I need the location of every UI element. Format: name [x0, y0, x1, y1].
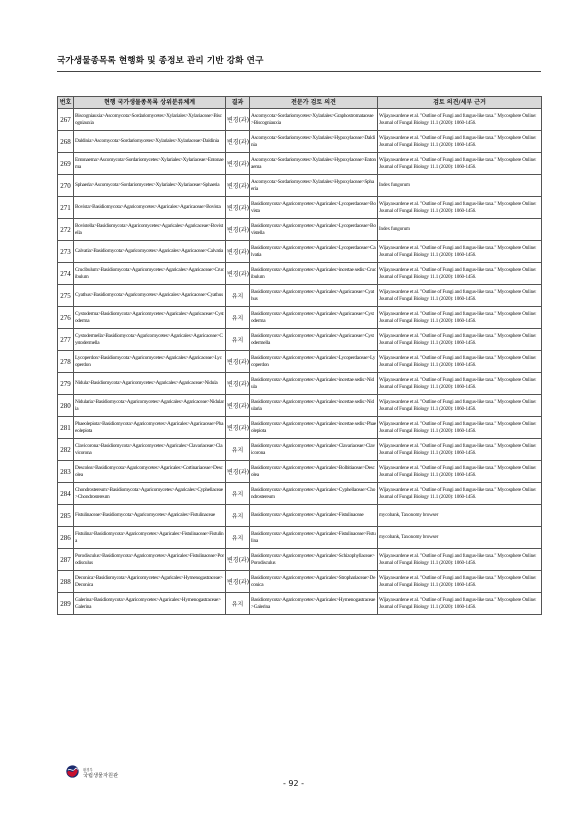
cell-expert-opinion: Basidiomycota>Agaricomycetes>Agaricales>Hymenogastraceae>Galerina — [250, 593, 378, 615]
table-row — [58, 395, 542, 417]
cell-current-classification: Crucibulum>Basidiomycota>Agaricomycetes>Agaricales>Agaricaceae>Crucibulum — [74, 263, 226, 285]
page-header-title: 국가생물종목록 현행화 및 종정보 관리 기반 강화 연구 — [57, 56, 264, 66]
cell-current-classification: Phaeolepiota>Basidiomycota>Agaricomycetes>Agaricales>Agaricaceae>Phaeolepiota — [74, 417, 226, 439]
column-header-expert-opinion: 전문가 검토 의견 — [250, 97, 378, 109]
cell-result: 변경(과) — [226, 417, 250, 439]
cell-review-basis: mycobank, Taxonomy browser — [378, 527, 542, 549]
cell-expert-opinion: Ascomycota>Sordariomycetes>Xylariales>Hypoxylaceae>Daldinia — [250, 131, 378, 153]
cell-result: 변경(과) — [226, 461, 250, 483]
cell-current-classification: Sphaeria>Ascomycota>Sordariomycetes>Xylariales>Xylariaceae>Sphaeria — [74, 175, 226, 197]
taxonomy-review-table — [57, 96, 542, 615]
cell-review-basis: Wijayawardene et al. "Outline of Fungi and fungus-like taxa." Mycosphere Online: Journal of Fungal Biology 11.1 (2020): 1060-1456. — [378, 373, 542, 395]
cell-result: 유지 — [226, 329, 250, 351]
cell-review-basis: Index fungorum — [378, 175, 542, 197]
cell-current-classification: Fistulina>Basidiomycota>Agaricomycetes>Agaricales>Fistulinaceae>Fistulina — [74, 527, 226, 549]
cell-number: 288 — [58, 571, 74, 593]
cell-number: 281 — [58, 417, 74, 439]
table-header-row — [58, 97, 542, 109]
cell-current-classification: Porodisculus>Basidiomycota>Agaricomycetes>Agaricales>Fistulinaceae>Porodisculus — [74, 549, 226, 571]
cell-result: 변경(과) — [226, 109, 250, 131]
cell-number: 272 — [58, 219, 74, 241]
cell-number: 275 — [58, 285, 74, 307]
table-row — [58, 549, 542, 571]
cell-number: 287 — [58, 549, 74, 571]
cell-current-classification: Chondrostereum>Basidiomycota>Agaricomycetes>Agaricales>Cyphellaceae>Chondrostereum — [74, 483, 226, 505]
cell-review-basis: Wijayawardene et al. "Outline of Fungi and fungus-like taxa." Mycosphere Online: Journal of Fungal Biology 11.1 (2020): 1060-1456. — [378, 307, 542, 329]
cell-number: 274 — [58, 263, 74, 285]
table-row — [58, 329, 542, 351]
cell-expert-opinion: Basidiomycota>Agaricomycetes>Agaricales>Schizophyllaceae>Porodisculus — [250, 549, 378, 571]
cell-expert-opinion: Basidiomycota>Agaricomycetes>Agaricales>Lycoperdaceae>Bovistella — [250, 219, 378, 241]
national-institute-logo-icon — [66, 765, 79, 778]
cell-result: 변경(과) — [226, 395, 250, 417]
cell-number: 280 — [58, 395, 74, 417]
cell-number: 268 — [58, 131, 74, 153]
cell-expert-opinion: Basidiomycota>Agaricomycetes>Agaricales>incertae sedis>Crucibulum — [250, 263, 378, 285]
table-row — [58, 417, 542, 439]
cell-review-basis: Wijayawardene et al. "Outline of Fungi and fungus-like taxa." Mycosphere Online: Journal of Fungal Biology 11.1 (2020): 1060-1456. — [378, 153, 542, 175]
cell-result: 변경(과) — [226, 219, 250, 241]
table-row — [58, 153, 542, 175]
cell-expert-opinion: Basidiomycota>Agaricomycetes>Agaricales>Bolbitiaceae>Descolea — [250, 461, 378, 483]
cell-number: 267 — [58, 109, 74, 131]
ministry-label: 환경부 — [83, 768, 93, 772]
table-row — [58, 109, 542, 131]
cell-current-classification: Nidularia>Basidiomycota>Agaricomycetes>Agaricales>Agaricaceae>Nidularia — [74, 395, 226, 417]
cell-review-basis: Wijayawardene et al. "Outline of Fungi and fungus-like taxa." Mycosphere Online: Journal of Fungal Biology 11.1 (2020): 1060-1456. — [378, 395, 542, 417]
cell-number: 282 — [58, 439, 74, 461]
cell-expert-opinion: Ascomycota>Sordariomycetes>Xylariales>Hypoxylaceae>Sphaeria — [250, 175, 378, 197]
cell-number: 276 — [58, 307, 74, 329]
cell-expert-opinion: Basidiomycota>Agaricomycetes>Agaricales>Clavariaceae>Clavicorona — [250, 439, 378, 461]
cell-number: 283 — [58, 461, 74, 483]
cell-expert-opinion: Basidiomycota>Agaricomycetes>Agaricales>Lycoperdaceae>Bovista — [250, 197, 378, 219]
column-header-current-classification: 현행 국가생물종목록 상위분류체계 — [74, 97, 226, 109]
cell-review-basis: Wijayawardene et al. "Outline of Fungi and fungus-like taxa." Mycosphere Online: Journal of Fungal Biology 11.1 (2020): 1060-1456. — [378, 461, 542, 483]
cell-current-classification: Biscogniauxia>Ascomycota>Sordariomycetes>Xylariales>Xylariaceae>Biscogniauxia — [74, 109, 226, 131]
cell-current-classification: Cystoderma>Basidiomycota>Agaricomycetes>Agaricales>Agaricaceae>Cystoderma — [74, 307, 226, 329]
cell-expert-opinion: Basidiomycota>Agaricomycetes>Agaricales>incertae sedis>Phaeolepiota — [250, 417, 378, 439]
cell-expert-opinion: Basidiomycota>Agaricomycetes>Agaricales>Lycoperdaceae>Calvatia — [250, 241, 378, 263]
table-row — [58, 307, 542, 329]
table-row — [58, 219, 542, 241]
cell-review-basis: Wijayawardene et al. "Outline of Fungi and fungus-like taxa." Mycosphere Online: Journal of Fungal Biology 11.1 (2020): 1060-1456. — [378, 241, 542, 263]
table-row — [58, 571, 542, 593]
cell-expert-opinion: Basidiomycota>Agaricomycetes>Agaricales>Agaricaceae>Cystodermella — [250, 329, 378, 351]
cell-expert-opinion: Basidiomycota>Agaricomycetes>Agaricales>Lycoperdaceae>Lycoperdon — [250, 351, 378, 373]
cell-result: 변경(과) — [226, 571, 250, 593]
cell-result: 유지 — [226, 593, 250, 615]
cell-number: 289 — [58, 593, 74, 615]
cell-review-basis: Wijayawardene et al. "Outline of Fungi and fungus-like taxa." Mycosphere Online: Journal of Fungal Biology 11.1 (2020): 1060-1456. — [378, 593, 542, 615]
cell-result: 변경(과) — [226, 131, 250, 153]
cell-review-basis: Wijayawardene et al. "Outline of Fungi and fungus-like taxa." Mycosphere Online: Journal of Fungal Biology 11.1 (2020): 1060-1456. — [378, 549, 542, 571]
cell-result: 변경(과) — [226, 549, 250, 571]
cell-review-basis: Wijayawardene et al. "Outline of Fungi and fungus-like taxa." Mycosphere Online: Journal of Fungal Biology 11.1 (2020): 1060-1456. — [378, 263, 542, 285]
cell-result: 변경(과) — [226, 197, 250, 219]
cell-expert-opinion: Basidiomycota>Agaricomycetes>Agaricales>Fistulinaceae>Fistulina — [250, 527, 378, 549]
cell-current-classification: Calvatia>Basidiomycota>Agaricomycetes>Agaricales>Agaricaceae>Calvatia — [74, 241, 226, 263]
cell-review-basis: Wijayawardene et al. "Outline of Fungi and fungus-like taxa." Mycosphere Online: Journal of Fungal Biology 11.1 (2020): 1060-1456. — [378, 571, 542, 593]
cell-number: 285 — [58, 505, 74, 527]
cell-current-classification: Bovista>Basidiomycota>Agaricomycetes>Agaricales>Agaricaceae>Bovista — [74, 197, 226, 219]
cell-number: 279 — [58, 373, 74, 395]
column-header-result: 결과 — [226, 97, 250, 109]
table-row — [58, 241, 542, 263]
cell-review-basis: Wijayawardene et al. "Outline of Fungi and fungus-like taxa." Mycosphere Online: Journal of Fungal Biology 11.1 (2020): 1060-1456. — [378, 285, 542, 307]
table-row — [58, 439, 542, 461]
cell-review-basis: Wijayawardene et al. "Outline of Fungi and fungus-like taxa." Mycosphere Online: Journal of Fungal Biology 11.1 (2020): 1060-1456. — [378, 131, 542, 153]
cell-expert-opinion: Basidiomycota>Agaricomycetes>Agaricales>incertae sedis>Nidularia — [250, 395, 378, 417]
table-row — [58, 373, 542, 395]
table-row — [58, 197, 542, 219]
column-header-number: 번호 — [58, 97, 74, 109]
cell-current-classification: Cyathus>Basidiomycota>Agaricomycetes>Agaricales>Agaricaceae>Cyathus — [74, 285, 226, 307]
cell-number: 278 — [58, 351, 74, 373]
cell-expert-opinion: Basidiomycota>Agaricomycetes>Agaricales>Agaricaceae>Cystoderma — [250, 307, 378, 329]
cell-expert-opinion: Basidiomycota>Agaricomycetes>Agaricales>Cyphellaceae>Chondrostereum — [250, 483, 378, 505]
table-row — [58, 263, 542, 285]
cell-result: 유지 — [226, 527, 250, 549]
cell-result: 변경(과) — [226, 241, 250, 263]
table-row — [58, 461, 542, 483]
cell-expert-opinion: Basidiomycota>Agaricomycetes>Agaricales>Strophariaceae>Deconica — [250, 571, 378, 593]
cell-current-classification: Deconica>Basidiomycota>Agaricomycetes>Agaricales>Hymenogastraceae>Deconica — [74, 571, 226, 593]
cell-result: 유지 — [226, 505, 250, 527]
cell-review-basis: Wijayawardene et al. "Outline of Fungi and fungus-like taxa." Mycosphere Online: Journal of Fungal Biology 11.1 (2020): 1060-1456. — [378, 483, 542, 505]
cell-current-classification: Clavicorona>Basidiomycota>Agaricomycetes>Agaricales>Clavariaceae>Clavicorona — [74, 439, 226, 461]
cell-number: 284 — [58, 483, 74, 505]
cell-current-classification: Entonaema>Ascomycota>Sordariomycetes>Xylariales>Xylariaceae>Entonaema — [74, 153, 226, 175]
header-divider — [57, 71, 541, 72]
cell-current-classification: Lycoperdon>Basidiomycota>Agaricomycetes>Agaricales>Agaricaceae>Lycoperdon — [74, 351, 226, 373]
cell-expert-opinion: Ascomycota>Sordariomycetes>Xylariales>Graphostromataceae>Biscogniauxia — [250, 109, 378, 131]
cell-current-classification: Galerina>Basidiomycota>Agaricomycetes>Agaricales>Hymenogastraceae>Galerina — [74, 593, 226, 615]
column-header-review-basis: 검토 의견/세부 근거 — [378, 97, 542, 109]
cell-current-classification: Nidula>Basidiomycota>Agaricomycetes>Agaricales>Agaricaceae>Nidula — [74, 373, 226, 395]
cell-result: 변경(과) — [226, 153, 250, 175]
cell-review-basis: Wijayawardene et al. "Outline of Fungi and fungus-like taxa." Mycosphere Online: Journal of Fungal Biology 11.1 (2020): 1060-1456. — [378, 351, 542, 373]
institute-name: 국립생물자원관 — [83, 773, 119, 779]
cell-result: 변경(과) — [226, 263, 250, 285]
cell-review-basis: Wijayawardene et al. "Outline of Fungi and fungus-like taxa." Mycosphere Online: Journal of Fungal Biology 11.1 (2020): 1060-1456. — [378, 329, 542, 351]
cell-current-classification: Daldinia>Ascomycota>Sordariomycetes>Xylariales>Xylariaceae>Daldinia — [74, 131, 226, 153]
cell-review-basis: Wijayawardene et al. "Outline of Fungi and fungus-like taxa." Mycosphere Online: Journal of Fungal Biology 11.1 (2020): 1060-1456. — [378, 417, 542, 439]
cell-current-classification: Cystodermella>Basidiomycota>Agaricomycetes>Agaricales>Agaricaceae>Cystodermella — [74, 329, 226, 351]
table-row — [58, 483, 542, 505]
cell-result: 유지 — [226, 285, 250, 307]
cell-result: 유지 — [226, 439, 250, 461]
cell-current-classification: Descolea>Basidiomycota>Agaricomycetes>Agaricales>Cortinariaceae>Descolea — [74, 461, 226, 483]
table-row — [58, 527, 542, 549]
cell-current-classification: Bovistella>Basidiomycota>Agaricomycetes>Agaricales>Agaricaceae>Bovistella — [74, 219, 226, 241]
table-row — [58, 351, 542, 373]
table-row — [58, 505, 542, 527]
cell-number: 273 — [58, 241, 74, 263]
cell-result: 유지 — [226, 483, 250, 505]
table-row — [58, 131, 542, 153]
table-body — [58, 109, 542, 615]
cell-review-basis: Index fungorum — [378, 219, 542, 241]
table-row — [58, 175, 542, 197]
table-row — [58, 593, 542, 615]
cell-expert-opinion: Basidiomycota>Agaricomycetes>Agaricales>incertae sedis>Nidula — [250, 373, 378, 395]
cell-review-basis: Wijayawardene et al. "Outline of Fungi and fungus-like taxa." Mycosphere Online: Journal of Fungal Biology 11.1 (2020): 1060-1456. — [378, 439, 542, 461]
cell-result: 변경(과) — [226, 175, 250, 197]
table-row — [58, 285, 542, 307]
cell-number: 277 — [58, 329, 74, 351]
cell-review-basis: mycobank, Taxonomy browser — [378, 505, 542, 527]
cell-result: 유지 — [226, 307, 250, 329]
cell-expert-opinion: Ascomycota>Sordariomycetes>Xylariales>Hypoxylaceae>Entonaema — [250, 153, 378, 175]
cell-review-basis: Wijayawardene et al. "Outline of Fungi and fungus-like taxa." Mycosphere Online: Journal of Fungal Biology 11.1 (2020): 1060-1456. — [378, 109, 542, 131]
cell-result: 변경(과) — [226, 351, 250, 373]
page-number: - 92 - — [282, 779, 305, 788]
cell-current-classification: Fistulinaceae>Basidiomycota>Agaricomycetes>Agaricales>Fistulinaceae — [74, 505, 226, 527]
cell-expert-opinion: Basidiomycota>Agaricomycetes>Agaricales>Fistulinaceae — [250, 505, 378, 527]
cell-number: 270 — [58, 175, 74, 197]
cell-result: 변경(과) — [226, 373, 250, 395]
cell-review-basis: Wijayawardene et al. "Outline of Fungi and fungus-like taxa." Mycosphere Online: Journal of Fungal Biology 11.1 (2020): 1060-1456. — [378, 197, 542, 219]
cell-number: 286 — [58, 527, 74, 549]
cell-expert-opinion: Basidiomycota>Agaricomycetes>Agaricales>Agaricaceae>Cyathus — [250, 285, 378, 307]
cell-number: 269 — [58, 153, 74, 175]
cell-number: 271 — [58, 197, 74, 219]
